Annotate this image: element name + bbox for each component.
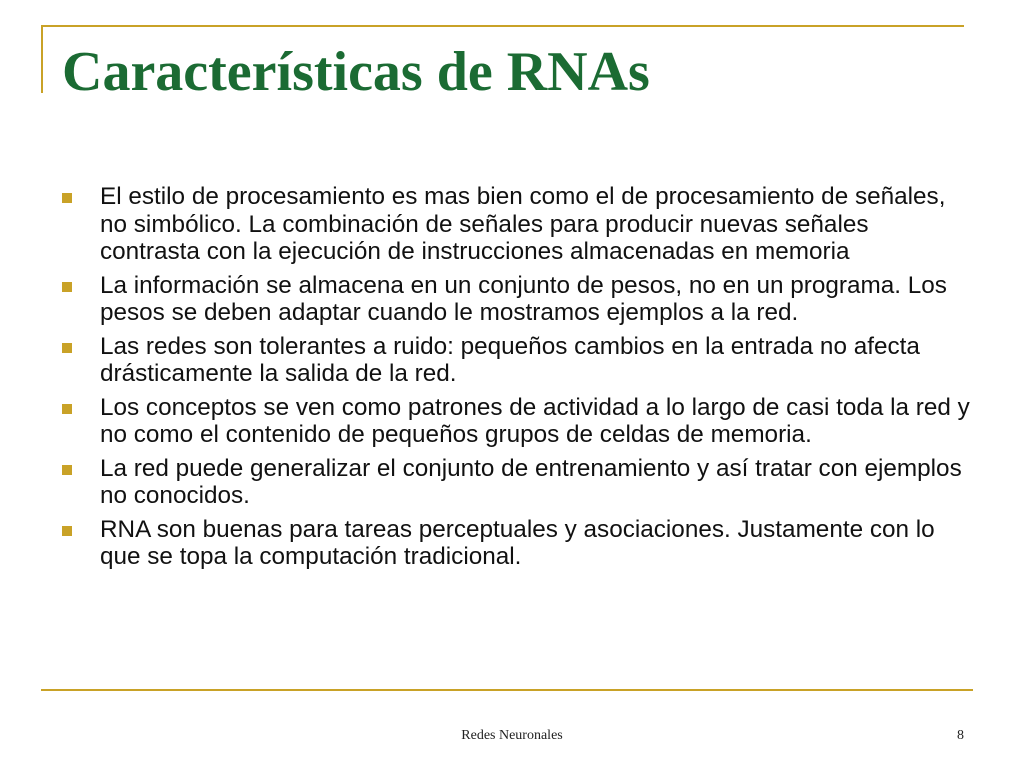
square-bullet-icon (62, 343, 72, 353)
square-bullet-icon (62, 465, 72, 475)
bullet-item (60, 272, 970, 327)
square-bullet-icon (62, 282, 72, 292)
square-bullet-icon (62, 526, 72, 536)
bullet-list (60, 183, 970, 577)
square-bullet-icon (62, 404, 72, 414)
bullet-item (60, 333, 970, 388)
bullet-item (60, 394, 970, 449)
bullet-text: Las redes son tolerantes a ruido: pequeños cambios en la entrada no afecta drásticamente la salida de la red. (100, 332, 920, 387)
page-number: 8 (957, 728, 964, 743)
bullet-item (60, 183, 970, 266)
frame-top-line (41, 25, 964, 27)
bullet-item (60, 455, 970, 510)
bullet-item (60, 516, 970, 571)
square-bullet-icon (62, 193, 72, 203)
bullet-text: El estilo de procesamiento es mas bien como el de procesamiento de señales, no simbólico. La combinación de señales para producir nuevas señales contrasta con la ejecución de instrucciones almacenadas en memoria (100, 183, 946, 265)
footer-text: Redes Neuronales (461, 728, 563, 743)
frame-bottom-line (41, 689, 973, 691)
bullet-text: La información se almacena en un conjunto de pesos, no en un programa. Los pesos se deben adaptar cuando le mostramos ejemplos a la red. (100, 271, 947, 326)
bullet-text: RNA son buenas para tareas perceptuales y asociaciones. Justamente con lo que se topa la computación tradicional. (100, 515, 935, 570)
bullet-text: La red puede generalizar el conjunto de entrenamiento y así tratar con ejemplos no conocidos. (100, 454, 962, 509)
slide-title: Características de RNAs (62, 41, 650, 103)
bullet-text: Los conceptos se ven como patrones de actividad a lo largo de casi toda la red y no como el contenido de pequeños grupos de celdas de memoria. (100, 393, 970, 448)
frame-left-line (41, 25, 43, 93)
